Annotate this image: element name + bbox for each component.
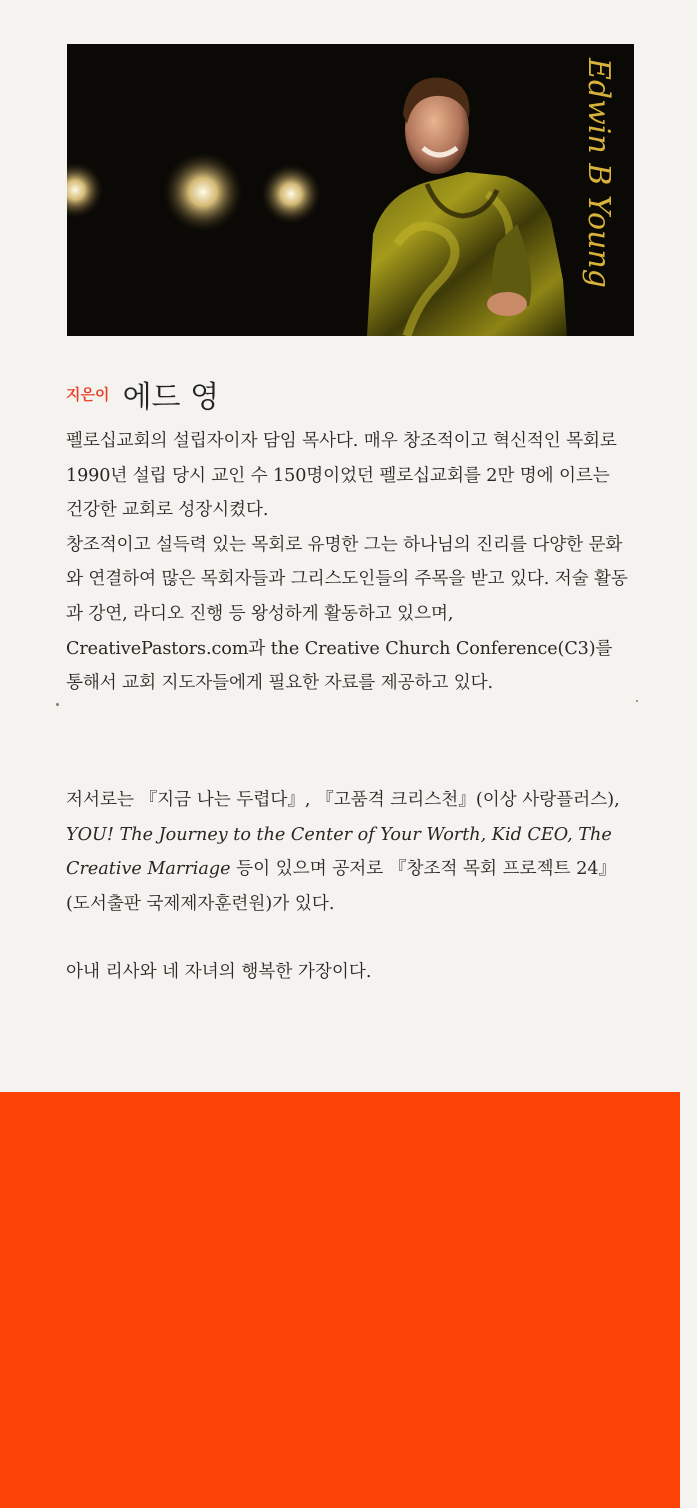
- books-coauthored: 등이 있으며 공저로 『창조적 목회 프로젝트 24』(도서출판 국제제자훈련원)가 있다.: [66, 859, 617, 914]
- family-text: 아내 리사와 네 자녀의 행복한 가장이다.: [66, 962, 372, 982]
- stage-light: [163, 152, 243, 232]
- print-speck: [56, 703, 59, 706]
- stage-light: [261, 164, 321, 224]
- bio-paragraph: 창조적이고 설득력 있는 목회로 유명한 그는 하나님의 진리를 다양한 문화와 연결하여 많은 목회자들과 그리스도인들의 주목을 받고 있다. 저술 활동과 강연, 라디오 진행 등 왕성하게 활동하고 있으며, CreativePastors.com과 the Creative Church Conference(C3)를 통해서 교회 지도자들에게 필요한 자료를 제공하고 있다.: [66, 534, 628, 694]
- author-heading: [66, 372, 219, 420]
- books-section: [66, 783, 632, 921]
- bio-paragraph: 펠로십교회의 설립자이자 담임 목사다. 매우 창조적이고 혁신적인 목회로 1990년 설립 당시 교인 수 150명이었던 펠로십교회를 2만 명에 이르는 건강한 교회로 성장시켰다.: [66, 431, 617, 521]
- photo-signature: Edwin B Young: [581, 58, 616, 288]
- books-english-titles: YOU! The Journey to the Center of Your Worth, Kid CEO, The Creative Marriage: [66, 824, 612, 880]
- print-speck: [636, 700, 638, 702]
- orange-panel: [0, 1092, 680, 1508]
- books-paragraph: [66, 783, 632, 921]
- author-bio: [66, 424, 632, 701]
- author-photo-illustration: [67, 44, 634, 336]
- author-name: 에드 영: [122, 380, 220, 415]
- author-photo: [67, 44, 634, 336]
- books-lead: 저서로는 『지금 나는 두렵다』, 『고품격 크리스천』(이상 사랑플러스),: [66, 790, 620, 810]
- family-section: [66, 955, 632, 990]
- author-label: 지은이: [66, 385, 110, 404]
